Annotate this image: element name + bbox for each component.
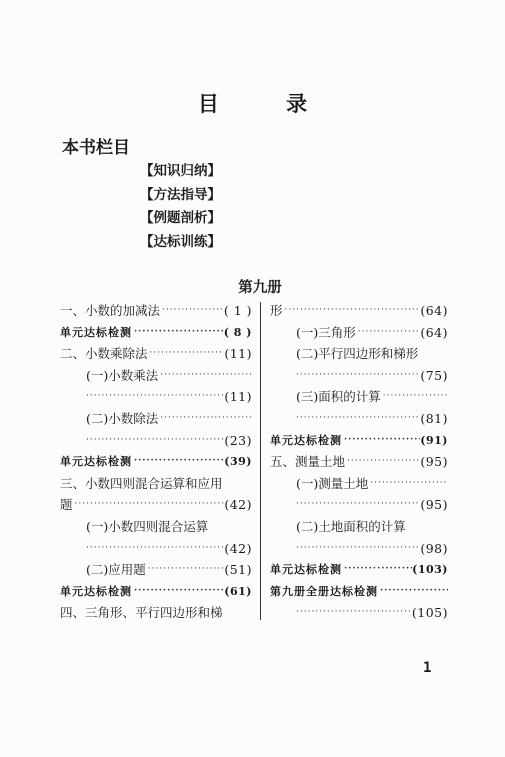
toc-page-number: (75) <box>420 367 448 383</box>
toc-entry-title: 第九册全册达标检测 <box>270 584 378 598</box>
toc-entry <box>60 408 252 430</box>
dot-leader <box>342 430 420 452</box>
dot-leader <box>158 365 252 387</box>
dot-leader <box>296 494 420 516</box>
toc-page-number: ( 1 ) <box>223 303 252 318</box>
toc-page-number: (64) <box>420 324 448 340</box>
dot-leader <box>73 494 225 516</box>
dot-leader <box>342 559 412 581</box>
toc-entry-title: (一)三角形 <box>296 324 356 340</box>
page-title: 目 录 <box>197 92 338 116</box>
toc-entry <box>270 602 448 624</box>
toc-entry-title: (二)平行四边形和梯形 <box>296 346 419 362</box>
toc-entry <box>270 300 448 322</box>
toc-page-number: (11) <box>224 389 252 405</box>
toc-page-number: ( 8 ) <box>223 325 252 339</box>
toc-page-number: (91) <box>420 433 448 447</box>
dot-leader <box>86 430 224 452</box>
toc-entry <box>270 386 448 408</box>
dot-leader <box>148 343 225 365</box>
toc-entry <box>270 538 448 560</box>
volume-heading: 第九册 <box>238 280 282 296</box>
toc-entry <box>60 322 252 344</box>
toc-entry-title: 单元达标检测 <box>270 433 342 447</box>
toc-entry-title: 单元达标检测 <box>60 325 132 339</box>
page-marker: 1 <box>423 660 432 676</box>
feature-list <box>140 160 221 254</box>
toc-entry <box>270 559 448 581</box>
dot-leader <box>86 538 224 560</box>
dot-leader <box>368 473 448 495</box>
toc-entry-title: (一)测量土地 <box>296 475 369 491</box>
toc-page-number: (95) <box>420 497 448 513</box>
toc-entry <box>270 430 448 452</box>
toc-right-column <box>270 300 448 624</box>
dot-leader <box>160 300 224 322</box>
dot-leader <box>283 300 421 322</box>
toc-entry-title: 三、小数四则混合运算和应用 <box>60 475 223 491</box>
dot-leader <box>345 451 420 473</box>
dot-leader <box>132 451 224 473</box>
dot-leader <box>296 538 420 560</box>
toc-page-number: (42) <box>224 497 252 513</box>
dot-leader <box>158 408 252 430</box>
toc-entry <box>60 494 252 516</box>
dot-leader <box>296 365 420 387</box>
toc-page-number: (39) <box>224 455 252 469</box>
toc-entry <box>270 343 448 365</box>
toc-entry-title: 单元达标检测 <box>60 584 132 598</box>
toc-entry <box>270 365 448 387</box>
toc-entry-title: (三)面积的计算 <box>296 389 381 405</box>
feature-item: 【方法指导】 <box>140 186 221 203</box>
columns-heading: 本书栏目 <box>62 138 130 158</box>
dot-leader <box>132 322 224 344</box>
toc-page-number: (42) <box>224 540 252 556</box>
dot-leader <box>381 386 448 408</box>
toc-entry <box>60 473 252 495</box>
dot-leader <box>296 408 420 430</box>
toc-entry-title: 二、小数乘除法 <box>60 346 148 362</box>
toc-entry <box>60 300 252 322</box>
toc-entry <box>270 451 448 473</box>
toc-page-number: (64) <box>420 303 448 318</box>
dot-leader <box>146 559 225 581</box>
toc-entry <box>270 581 448 603</box>
toc-page-number: (23) <box>224 432 252 448</box>
toc-entry <box>270 408 448 430</box>
toc-entry <box>270 322 448 344</box>
toc-entry <box>60 451 252 473</box>
toc-entry <box>60 365 252 387</box>
toc-entry <box>270 473 448 495</box>
toc-entry-title: 一、小数的加减法 <box>60 303 161 318</box>
toc-page-number: (95) <box>420 454 448 470</box>
toc-page-number: (51) <box>224 562 252 578</box>
feature-item: 【达标训练】 <box>140 233 221 250</box>
toc-entry-title: 单元达标检测 <box>60 455 132 469</box>
toc-page-number: (81) <box>420 410 448 426</box>
column-divider <box>260 302 261 620</box>
dot-leader <box>296 602 412 624</box>
toc-entry <box>60 559 252 581</box>
toc-entry-title: 题 <box>60 497 73 513</box>
toc-entry-title: (一)小数乘法 <box>86 367 159 383</box>
toc-entry-title: 形 <box>270 303 283 318</box>
toc-entry <box>270 516 448 538</box>
toc-entry <box>60 430 252 452</box>
toc-entry-title: (二)小数除法 <box>86 410 159 426</box>
toc-page-number: (103) <box>412 563 448 577</box>
toc-page-number: (98) <box>420 540 448 556</box>
toc-entry-title: (二)应用题 <box>86 562 146 578</box>
toc-left-column <box>60 300 252 624</box>
toc-page-number: (11) <box>224 346 252 362</box>
toc-entry <box>60 602 252 624</box>
feature-item: 【知识归纳】 <box>140 163 221 179</box>
dot-leader <box>86 386 224 408</box>
toc-entry-title: 五、测量土地 <box>270 454 346 470</box>
toc-page-number: (61) <box>224 584 252 598</box>
toc-entry-title: (一)小数四则混合运算 <box>86 518 209 534</box>
toc-entry <box>60 343 252 365</box>
toc-entry <box>60 538 252 560</box>
toc-entry-title: (二)土地面积的计算 <box>296 518 406 534</box>
toc-entry <box>60 516 252 538</box>
toc-page-number: (105) <box>411 605 448 621</box>
toc-entry <box>60 581 252 603</box>
dot-leader <box>356 322 421 344</box>
toc-entry <box>270 494 448 516</box>
toc-entry-title: 四、三角形、平行四边形和梯 <box>60 605 223 621</box>
dot-leader <box>132 581 224 603</box>
toc-entry <box>60 386 252 408</box>
feature-item: 【例题剖析】 <box>140 210 221 226</box>
toc-entry-title: 单元达标检测 <box>270 563 342 577</box>
dot-leader <box>378 581 448 603</box>
